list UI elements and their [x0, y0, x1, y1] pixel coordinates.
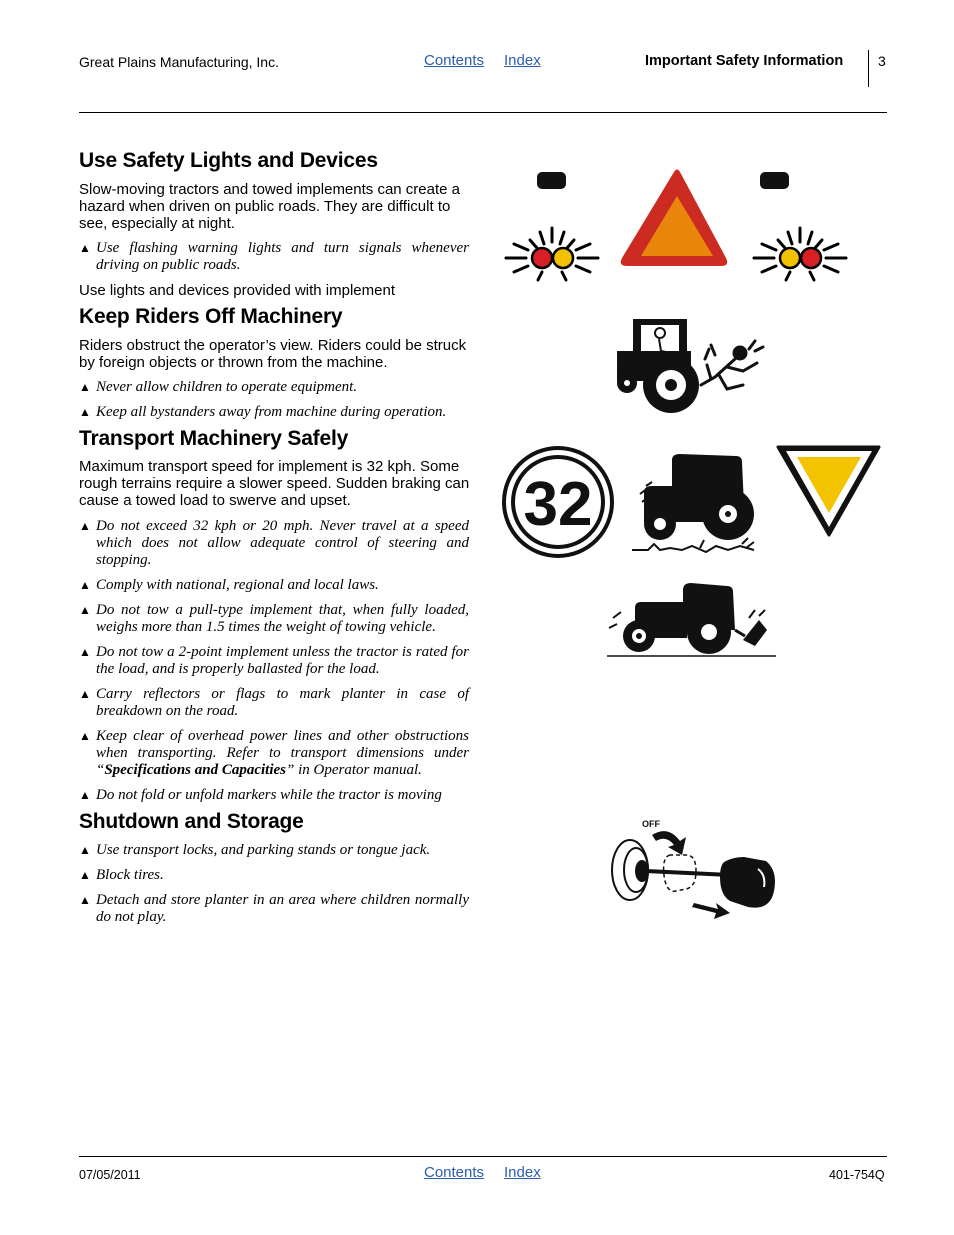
- bullet-triangle-icon: ▲: [79, 578, 91, 592]
- bullet-item: ▲ Use flashing warning lights and turn signals whenever driving on public roads.: [79, 240, 469, 273]
- heading-transport: Transport Machinery Safely: [79, 427, 349, 450]
- heading-shutdown: Shutdown and Storage: [79, 810, 304, 833]
- section-title: Important Safety Information: [645, 53, 844, 69]
- bullet-triangle-icon: ▲: [79, 868, 91, 882]
- speed-limit-sign-illustration: [500, 445, 618, 560]
- bullet-triangle-icon: ▲: [79, 729, 91, 743]
- heading-riders: Keep Riders Off Machinery: [79, 305, 343, 328]
- bullet-item: ▲ Do not fold or unfold markers while the tractor is moving: [79, 787, 442, 803]
- bullet-triangle-icon: ▲: [79, 405, 91, 419]
- footer-rule: [79, 1156, 887, 1157]
- off-label: OFF: [642, 819, 660, 829]
- bullet-triangle-icon: ▲: [79, 687, 91, 701]
- pull-arrow-icon: [692, 903, 730, 919]
- bullet-triangle-icon: ▲: [79, 893, 91, 907]
- key-icon: [646, 855, 775, 908]
- rough-terrain-illustration: [630, 452, 765, 557]
- tractor-rider-icon: [617, 319, 699, 413]
- company-name: Great Plains Manufacturing, Inc.: [79, 54, 279, 70]
- lamp-housing-right-icon: [760, 172, 789, 189]
- bullet-item: ▲ Do not tow a 2-point implement unless the tractor is rated for the load, and is properly ballasted for the load.: [79, 644, 469, 677]
- heading-safety-lights: Use Safety Lights and Devices: [79, 149, 378, 172]
- index-link[interactable]: Index: [504, 52, 541, 69]
- page-number: 3: [878, 53, 886, 69]
- footer-index-link[interactable]: Index: [504, 1164, 541, 1181]
- header-rule: [79, 112, 887, 113]
- bullet-triangle-icon: ▲: [79, 519, 91, 533]
- bullet-item: ▲ Block tires.: [79, 867, 164, 883]
- contents-link[interactable]: Contents: [424, 52, 485, 69]
- speed-sign-value: 32: [523, 470, 593, 539]
- bullet-triangle-icon: ▲: [79, 843, 91, 857]
- bullet-item: ▲ Comply with national, regional and local laws.: [79, 577, 379, 593]
- spec-reference: Specifications and Capacities: [104, 762, 287, 778]
- safety-lights-intro: Slow-moving tractors and towed implements can create a hazard when driven on public roads. They are difficult to see, especially at night.: [79, 181, 461, 232]
- bullet-item: ▲ Do not tow a pull-type implement that, when fully loaded, weighs more than 1.5 times the weight of towing vehicle.: [79, 602, 469, 635]
- footer-contents-link[interactable]: Contents: [424, 1164, 485, 1181]
- transport-intro: Maximum transport speed for implement is 32 kph. Some rough terrains require a slower speed. Sudden braking can cause a towed load to swerve and upset.: [79, 458, 470, 509]
- rotate-arrow-icon: [652, 831, 686, 855]
- bullet-item: ▲ Do not exceed 32 kph or 20 mph. Never travel at a speed which does not allow adequate control of steering and stopping.: [79, 518, 469, 568]
- bullet-triangle-icon: ▲: [79, 380, 91, 394]
- tractor-towing-icon: [623, 583, 735, 654]
- bullet-triangle-icon: ▲: [79, 603, 91, 617]
- header-divider: [868, 50, 869, 87]
- bullet-item: ▲ Detach and store planter in an area where children normally do not play.: [79, 892, 469, 925]
- falling-person-icon: [701, 341, 763, 389]
- bullet-triangle-icon: ▲: [79, 788, 91, 802]
- ignition-key-illustration: [610, 815, 785, 920]
- bullet-item: ▲ Keep all bystanders away from machine during operation.: [79, 404, 447, 420]
- bullet-item: ▲ Keep clear of overhead power lines and other obstructions when transporting. Refer to transport dimensions under “Specifications and Capacities” in Operator manual.: [79, 728, 469, 778]
- warning-lights-illustration: [500, 160, 860, 290]
- bullet-item: ▲ Carry reflectors or flags to mark planter in case of breakdown on the road.: [79, 686, 469, 719]
- bullet-triangle-icon: ▲: [79, 645, 91, 659]
- footer-doc-number: 401-754Q: [829, 1168, 885, 1182]
- smv-emblem-icon: [621, 170, 727, 267]
- ignition-switch-icon: [612, 840, 648, 900]
- footer-date: 07/05/2011: [79, 1168, 141, 1182]
- yield-sign-illustration: [775, 443, 885, 538]
- rider-hazard-illustration: [615, 315, 785, 415]
- flashing-lamp-right-icon: [754, 228, 846, 280]
- tractor-bouncing-icon: [644, 454, 754, 540]
- towed-load-illustration: [605, 580, 780, 660]
- bullet-item: ▲ Use transport locks, and parking stands or tongue jack.: [79, 842, 431, 858]
- lamp-housing-left-icon: [537, 172, 566, 189]
- bullet-triangle-icon: ▲: [79, 241, 91, 255]
- safety-lights-outro: Use lights and devices provided with implement: [79, 282, 395, 299]
- bullet-item: ▲ Never allow children to operate equipment.: [79, 379, 358, 395]
- flashing-lamp-left-icon: [506, 228, 598, 280]
- riders-intro: Riders obstruct the operator’s view. Riders could be struck by foreign objects or thrown from the machine.: [79, 337, 467, 371]
